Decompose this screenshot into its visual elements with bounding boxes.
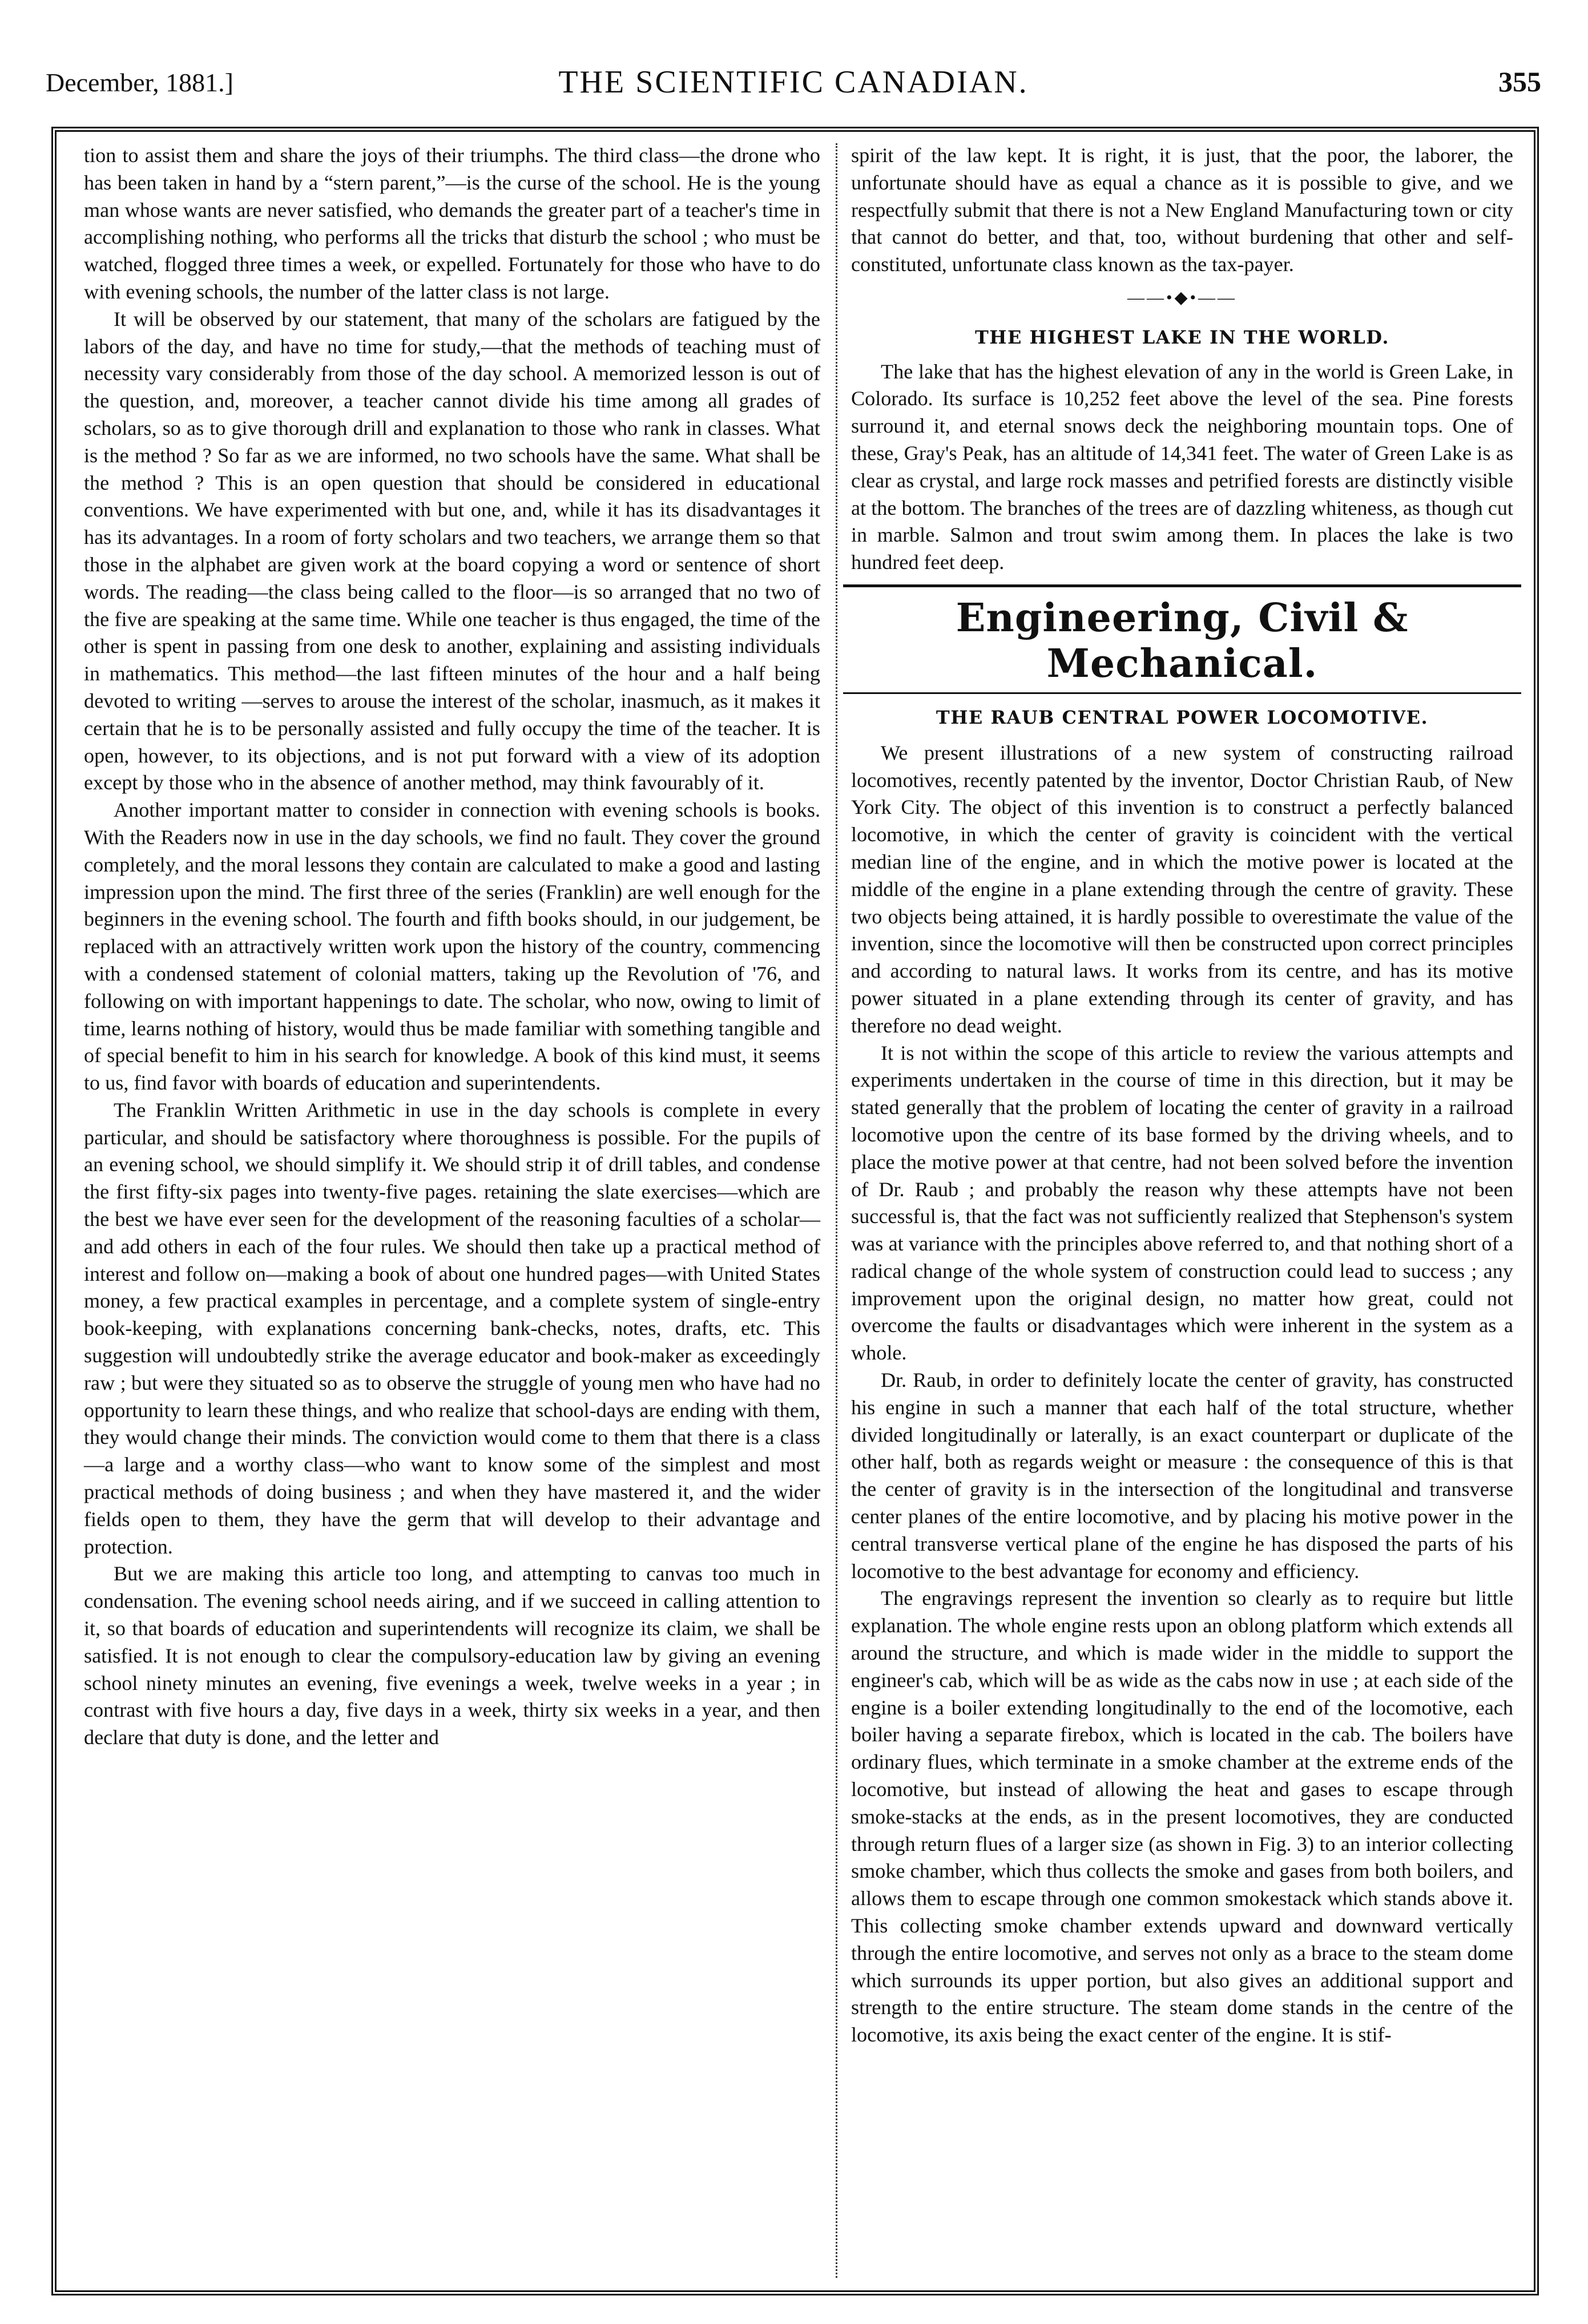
paragraph: Another important matter to consider in connection with evening schools is books. With the Readers now in use in the day schools, we find no fault. They cover the ground completely, and the moral lessons they contain are calculated to make a good and lasting impression upon the mind. The first three of the series (Franklin) are well enough for the beginners in the evening school. The fourth and fifth books should, in our judgement, be replaced with an attractively written work upon the history of the country, commencing with a condensed statement of colonial matters, taking up the Revolution of '76, and following on with important happenings to date. The scholar, who now, owing to limit of time, learns nothing of history, would thus be made familiar with something tangible and of special benefit to him in his search for knowledge. A book of this kind must, it seems to us, find favor with boards of education and superintendents. [84,798,820,1095]
paragraph: We present illustrations of a new system of constructing railroad locomotives, recently patented by the inventor, Doctor Christian Raub, of New York City. The object of this invention is to construct a perfectly balanced locomotive, in which the center of gravity is coincident with the vertical median line of the engine, and in which the motive power is located at the middle of the engine in a plane extending through the centre of gravity. These two objects being attained, it is hardly possible to overestimate the value of the invention, since the locomotive will then be constructed upon correct principles and according to natural laws. It works from its centre, and has its motive power situated in a plane extending through its center of gravity, and has therefore no dead weight. [851,741,1513,1037]
paragraph: tion to assist them and share the joys of their triumphs. The third class—the drone who has been taken in hand by a “stern parent,”—is the curse of the school. He is the young man whose wants are never satisfied, who demands the greater part of a teacher's time in accomplishing nothing, who performs all the tricks that disturb the school ; who must be watched, flogged three times a week, or expelled. Fortunately for those who have to do with evening schools, the number of the latter class is not large. [84,144,820,303]
paragraph: The lake that has the highest elevation of any in the world is Green Lake, in Colorado. Its surface is 10,252 feet above the level of the sea. Pine forests surround it, and eternal snows deck the neighboring mountain tops. One of these, Gray's Peak, has an altitude of 14,341 feet. The water of Green Lake is as clear as crystal, and large rock masses and petrified forests are distinctly visible at the bottom. The branches of the trees are of dazzling whiteness, as though cut in marble. Salmon and trout swim among them. In places the lake is two hundred feet deep. [851,360,1513,574]
locomotive-article-title: THE RAUB CENTRAL POWER LOCOMOTIVE. [936,706,1429,728]
column-divider [836,143,837,2278]
issue-date: December, 1881.] [46,68,233,97]
paragraph: The Franklin Written Arithmetic in use in the day schools is complete in every particular, and should be satisfactory where thoroughness is possible. For the pupils of an evening school, we should simplify it. We should strip it of drill tables, and condense the first fifty-six pages into twenty-five pages. retaining the slate exercises—which are the best we have ever seen for the development of the reasoning faculties of a scholar—and add others in each of the four rules. We should then take up a practical method of interest and follow on—making a book of about one hundred pages—with United States money, a few practical examples in percentage, and a complete system of single-entry book-keeping, with explanations concerning bank-checks, notes, drafts, etc. This suggestion will undoubtedly strike the average educator and book-maker as exceedingly raw ; but were they situated so as to observe the struggle of young men who have had no opportunity to learn these things, and who realize that school-days are ending with them, they would change their minds. The conviction would come to them that there is a class—a large and a worthy class—who want to know some of the simplest and most practical methods of doing business ; and when they have mastered it, and the wider fields open to them, they have the germ that will develop to their advantage and protection. [84,1098,820,1558]
paragraph: Dr. Raub, in order to definitely locate the center of gravity, has constructed his engine in such a manner that each half of the total structure, whether divided longitudinally or laterally, is an exact counterpart or duplicate of the other half, both as regards weight or measure : the consequence of this is that the center of gravity is in the intersection of the longitudinal and transverse center planes of the entire locomotive, and by placing his motive power in the central transverse vertical plane of the engine he has disposed the parts of his locomotive to the best advantage for economy and efficiency. [851,1369,1513,1583]
page-header [46,64,1541,113]
section-ornament: ——•◆•—— [1127,288,1238,307]
lake-article-title: THE HIGHEST LAKE IN THE WORLD. [974,326,1390,348]
paragraph: spirit of the law kept. It is right, it is just, that the poor, the laborer, the unfortunate should have as equal a chance as it is possible to give, and we respectfully submit that there is not a New England Manufacturing town or city that cannot do better, and that, too, without burdening that other and self-constituted, unfortunate class known as the tax-payer. [851,144,1513,276]
paragraph: It is not within the scope of this article to review the various attempts and experiments undertaken in the course of time in this direction, but it may be stated generally that the problem of locating the center of gravity in a railroad locomotive upon the centre of its base formed by the driving wheels, and to place the motive power at that centre, had not been solved before the invention of Dr. Raub ; and probably the reason why these attempts have not been successful is, that the fact was not sufficiently realized that Stephenson's system was at variance with the principles above referred to, and that nothing short of a radical change of the whole system of construction could lead to success ; any improvement upon the original design, no matter how great, could not overcome the faults or disadvantages which were inherent in the system as a whole. [851,1041,1513,1365]
paragraph: But we are making this article too long, and attempting to canvas too much in condensation. The evening school needs airing, and if we succeed in calling attention to it, so that boards of education and superintendents will recognize its claim, we shall be satisfied. It is not enough to clear the compulsory-education law by giving an evening school ninety minutes an evening, five evenings a week, twelve weeks in a year ; in contrast with five hours a day, five days in a week, thirty six weeks in a year, and then declare that duty is done, and the letter and [84,1562,820,1749]
paragraph: The engravings represent the invention so clearly as to require but little explanation. The whole engine rests upon an oblong platform which extends all around the structure, and which is made wider in the middle to support the engineer's cab, which will be as wide as the cabs now in use ; at each side of the engine is a boiler extending longitudinally to the end of the locomotive, each boiler having a separate firebox, which is located in the cab. The boilers have ordinary flues, which terminate in a smoke chamber at the extreme ends of the locomotive, but instead of allowing the heat and gases to escape through smoke-stacks at the ends, as in the present locomotives, they are conducted through return flues of a larger size (as shown in Fig. 3) to an interior collecting smoke chamber, which thus collects the smoke and gases from both boilers, and allows them to escape through one common smokestack which stands above it. This collecting smoke chamber extends upward and downward vertically through the entire locomotive, and serves not only as a brace to the steam dome which surrounds its upper portion, but also gives an additional support and strength to the entire structure. The steam dome stands in the centre of the locomotive, its axis being the exact center of the engine. It is stif- [851,1587,1513,2047]
page-frame [51,127,1539,2295]
right-column [851,142,1513,2049]
page-number: 355 [1498,66,1541,98]
left-column [84,142,820,1752]
department-heading: Engineering, Civil & Mechanical. [843,584,1521,694]
paragraph: It will be observed by our statement, that many of the scholars are fatigued by the labors of the day, and have no time for study,—that the methods of teaching must of necessity vary considerably from those of the day school. A memorized lesson is out of the question, and, moreover, a teacher cannot divide his time among all grades of scholars, so as to give thorough drill and explanation to those who rank in classes. What is the method ? So far as we are informed, no two schools have the same. What shall be the method ? This is an open question that should be considered in educational conventions. We have experimented with but one, and, while it has its disadvantages it has its advantages. In a room of forty scholars and two teachers, we arrange them so that those in the alphabet are given work at the board copying a word or sentence of short words. The reading—the class being called to the floor—is so arranged that no two of the five are speaking at the same time. While one teacher is thus engaged, the time of the other is spent in passing from one desk to another, explaining and assisting individuals in mathematics. This method—the last fifteen minutes of the hour and a half being devoted to writing —serves to arouse the interest of the scholar, inasmuch, as it makes it certain that he is to be personally assisted and fully occupy the time of the teacher. It is open, however, to its objections, and is not put forward with a view of its adoption except by those who in the absence of another method, may think favourably of it. [84,307,820,794]
publication-title: THE SCIENTIFIC CANADIAN. [558,64,1029,100]
